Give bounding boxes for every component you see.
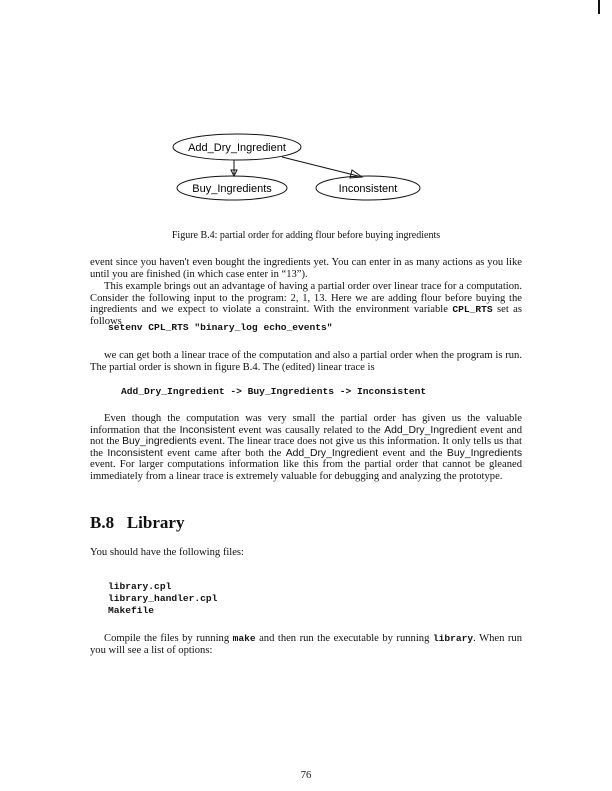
node-label: Buy_Ingredients [192, 183, 272, 195]
file-list [108, 581, 217, 617]
node-label: Inconsistent [338, 183, 398, 195]
section-heading: B.8 Library [90, 513, 185, 532]
code-line: setenv CPL_RTS "binary_log echo_events" [108, 322, 333, 333]
code-line: Add_Dry_Ingredient -> Buy_Ingredients -> Inconsistent [121, 386, 427, 397]
edge [282, 157, 358, 176]
paragraph: Compile the files by running make and then run the executable by running library. When run you will see a list of options: [90, 633, 522, 656]
node-label: Add_Dry_Ingredient [188, 142, 286, 154]
paragraph: This example brings out an advantage of having a partial order over linear trace for a computation. Consider the following input to the program: 2, 1, 13. Here we are adding flour before buying the ingredients and we expect to violate a constraint. With the environment variable CPL_RTS set as follows [90, 281, 522, 327]
paragraph: we can get both a linear trace of the computation and also a partial order when the program is run. The partial order is shown in figure B.4. The (edited) linear trace is [90, 350, 522, 373]
page-number: 76 [300, 770, 312, 781]
paragraph: You should have the following files: [90, 547, 244, 558]
file-item: Makefile [108, 605, 155, 616]
partial-order-diagram [0, 0, 612, 225]
file-item: library.cpl [108, 581, 172, 592]
file-item: library_handler.cpl [108, 593, 218, 604]
figure-caption: Figure B.4: partial order for adding flour before buying ingredients [171, 230, 441, 241]
paragraph: event since you haven't even bought the ingredients yet. You can enter in as many actions as you like until you are finished (in which case enter in “13”). [90, 257, 522, 280]
paragraph: Even though the computation was very small the partial order has given us the valuable information that the Inconsistent event was causally related to the Add_Dry_Ingredient event and not the Buy_ingredients event. The linear trace does not give us this information. It only tells us that the Inconsistent event came after both the Add_Dry_Ingredient event and the Buy_Ingredients event. For larger computations information like this from the partial order that cannot be gleaned immediately from a linear trace is extremely valuable for debugging and analyzing the prototype. [90, 413, 523, 482]
